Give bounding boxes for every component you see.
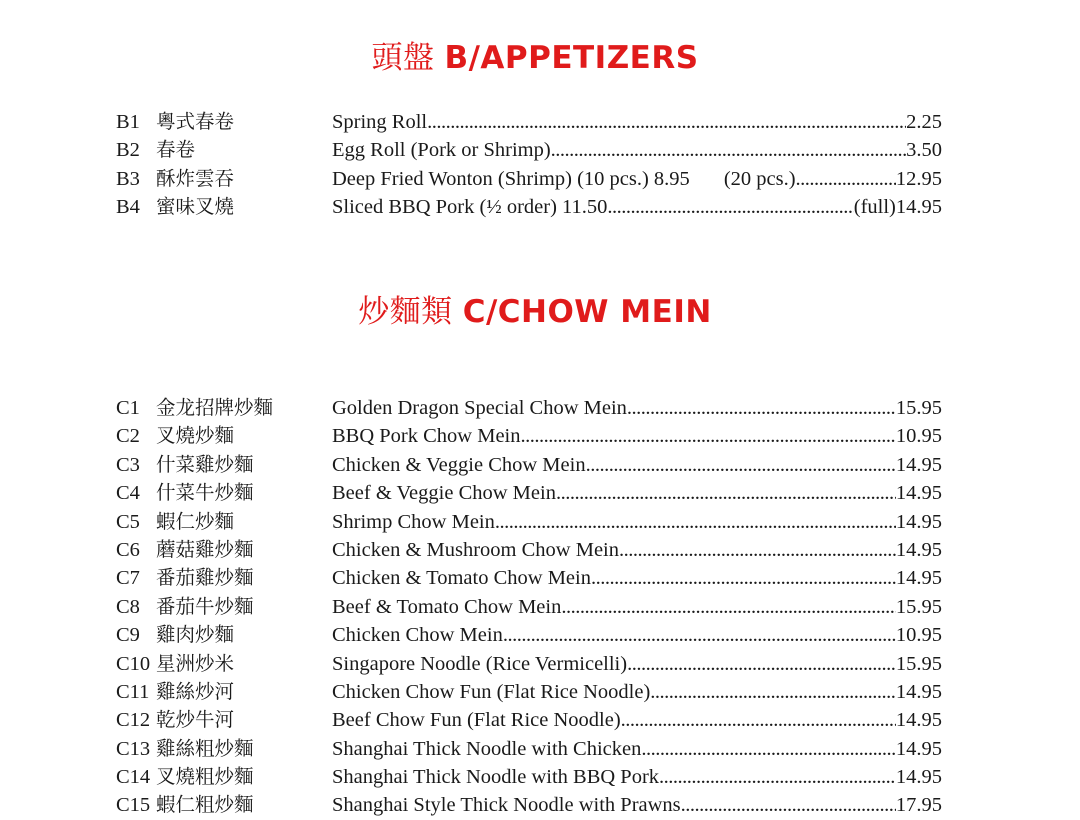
leader-dots xyxy=(521,422,896,450)
leader-dots xyxy=(556,479,896,507)
item-line xyxy=(332,422,942,450)
leader-dots xyxy=(621,706,896,734)
leader-dots xyxy=(591,564,896,592)
item-name-en: Chicken Chow Fun (Flat Rice Noodle) xyxy=(332,680,651,703)
item-name-en: Chicken & Tomato Chow Mein xyxy=(332,567,591,590)
item-code: B4 xyxy=(116,196,140,219)
item-name-en: Chicken & Mushroom Chow Mein xyxy=(332,538,619,561)
appetizers-list xyxy=(116,108,942,222)
item-name-en: Shanghai Thick Noodle with Chicken xyxy=(332,737,642,760)
item-price: 14.95 xyxy=(895,709,942,732)
menu-item-c2 xyxy=(116,422,942,450)
item-code: C4 xyxy=(116,482,140,505)
item-price: 14.95 xyxy=(895,453,942,476)
menu-item-c9 xyxy=(116,621,942,649)
menu-item-c5 xyxy=(116,508,942,536)
item-code: C5 xyxy=(116,510,140,533)
item-name-zh: 什菜牛炒麵 xyxy=(156,481,254,505)
leader-dots xyxy=(627,394,896,422)
item-name-zh: 雞絲炒河 xyxy=(156,679,235,703)
item-name-en: Chicken & Veggie Chow Mein xyxy=(332,453,586,476)
item-line xyxy=(332,193,942,221)
item-code: B1 xyxy=(116,111,140,133)
item-name-zh: 金龙招牌炒麵 xyxy=(156,396,274,419)
item-price: 15.95 xyxy=(895,652,942,675)
item-name-en: Beef & Veggie Chow Mein xyxy=(332,482,556,505)
item-name-en: Beef Chow Fun (Flat Rice Noodle) xyxy=(332,709,621,732)
item-code: C9 xyxy=(116,624,140,647)
item-price: 14.95 xyxy=(895,766,942,789)
item-code: C6 xyxy=(116,538,140,561)
item-code: C2 xyxy=(116,425,140,448)
item-code: C3 xyxy=(116,453,140,476)
item-price: 2.25 xyxy=(906,111,942,133)
item-price: 14.95 xyxy=(895,482,942,505)
menu-item-c11 xyxy=(116,678,942,706)
menu-item-c12 xyxy=(116,706,942,734)
item-price: 15.95 xyxy=(895,397,942,419)
item-name-en: Beef & Tomato Chow Mein xyxy=(332,595,562,618)
section-title-en: B/APPETIZERS xyxy=(444,40,699,76)
leader-dots xyxy=(650,678,896,706)
item-name-zh: 什菜雞炒麵 xyxy=(156,452,254,476)
item-code: C11 xyxy=(116,680,150,703)
item-name-en: Sliced BBQ Pork (½ order) 11.50 xyxy=(332,196,608,219)
item-name-en: BBQ Pork Chow Mein xyxy=(332,425,521,448)
item-line xyxy=(332,479,942,507)
item-line xyxy=(332,791,942,819)
item-price: 14.95 xyxy=(895,510,942,533)
menu-item-b4 xyxy=(116,193,942,221)
menu-item-b2 xyxy=(116,136,942,164)
leader-dots xyxy=(681,791,896,819)
item-line xyxy=(332,621,942,649)
item-code: C1 xyxy=(116,397,140,419)
item-name-zh: 叉燒粗炒麵 xyxy=(156,765,254,789)
menu-item-c15 xyxy=(116,791,942,819)
leader-dots xyxy=(619,536,896,564)
leader-dots xyxy=(561,593,896,621)
leader-dots xyxy=(659,763,896,791)
item-price: 14.95 xyxy=(895,567,942,590)
menu-item-c6 xyxy=(116,536,942,564)
item-price: 14.95 xyxy=(895,538,942,561)
item-name-zh: 星洲炒米 xyxy=(156,651,235,675)
item-name-en: Shanghai Thick Noodle with BBQ Pork xyxy=(332,766,660,789)
item-line xyxy=(332,650,942,678)
item-name-zh: 粵式春卷 xyxy=(156,110,235,133)
item-name-zh: 雞肉炒麵 xyxy=(156,623,235,647)
menu-item-c1 xyxy=(116,394,942,422)
item-line xyxy=(332,593,942,621)
item-price: 14.95 xyxy=(895,737,942,760)
item-name-zh: 酥炸雲吞 xyxy=(156,166,235,190)
menu-item-c3 xyxy=(116,451,942,479)
item-name-zh: 蜜味叉燒 xyxy=(156,195,235,219)
item-line xyxy=(332,394,942,422)
item-line xyxy=(332,508,942,536)
item-name-zh: 番茄牛炒麵 xyxy=(156,594,254,618)
leader-dots xyxy=(495,508,896,536)
item-name-zh: 雞絲粗炒麵 xyxy=(156,736,254,760)
menu-item-c14 xyxy=(116,763,942,791)
leader-dots xyxy=(586,451,896,479)
item-line xyxy=(332,706,942,734)
item-name-zh: 春卷 xyxy=(156,138,196,162)
item-code: C13 xyxy=(116,737,151,760)
leader-dots xyxy=(427,108,906,136)
leader-dots xyxy=(641,735,896,763)
menu-item-b1 xyxy=(116,108,942,136)
item-code: C12 xyxy=(116,709,151,732)
section-title-zh: 炒麵類 xyxy=(358,294,453,330)
menu-item-c7 xyxy=(116,564,942,592)
item-line xyxy=(332,165,942,193)
item-price: 3.50 xyxy=(906,139,942,162)
item-line xyxy=(332,136,942,164)
item-price: 15.95 xyxy=(895,595,942,618)
item-name-en: Golden Dragon Special Chow Mein xyxy=(332,397,627,419)
item-price: 12.95 xyxy=(895,167,942,190)
item-price: 17.95 xyxy=(895,794,942,817)
item-line xyxy=(332,536,942,564)
section-title-chow-mein xyxy=(0,286,1070,331)
item-code: B2 xyxy=(116,139,140,162)
item-name-en: Deep Fried Wonton (Shrimp) (10 pcs.) 8.95 xyxy=(332,167,690,190)
menu-item-b3 xyxy=(116,165,942,193)
leader-dots xyxy=(503,621,896,649)
leader-dots xyxy=(551,136,906,164)
menu-item-c4 xyxy=(116,479,942,507)
section-title-appetizers xyxy=(0,32,1070,77)
item-code: B3 xyxy=(116,167,140,190)
item-name-en: Shrimp Chow Mein xyxy=(332,510,495,533)
item-price: 14.95 xyxy=(895,680,942,703)
leader-dots xyxy=(627,650,896,678)
chow-mein-list xyxy=(116,394,942,820)
item-code: C7 xyxy=(116,567,140,590)
item-price: (full)14.95 xyxy=(853,196,942,219)
item-name-zh: 番茄雞炒麵 xyxy=(156,566,254,590)
leader-dots xyxy=(796,165,896,193)
item-name-zh: 乾炒牛河 xyxy=(156,708,235,732)
item-name-zh: 叉燒炒麵 xyxy=(156,424,235,448)
item-line xyxy=(332,763,942,791)
item-line xyxy=(332,451,942,479)
item-name-en: Shanghai Style Thick Noodle with Prawns xyxy=(332,794,681,817)
menu-item-c8 xyxy=(116,593,942,621)
item-code: C14 xyxy=(116,766,151,789)
item-line xyxy=(332,678,942,706)
item-code: C15 xyxy=(116,794,151,817)
item-name-en: Spring Roll xyxy=(332,111,428,133)
item-code: C10 xyxy=(116,652,151,675)
item-code: C8 xyxy=(116,595,140,618)
item-price: 10.95 xyxy=(895,425,942,448)
item-name-zh: 蘑菇雞炒麵 xyxy=(156,537,254,561)
item-line xyxy=(332,735,942,763)
item-name-en: Singapore Noodle (Rice Vermicelli) xyxy=(332,652,628,675)
menu-item-c10 xyxy=(116,650,942,678)
item-mid-text: (20 pcs.) xyxy=(723,167,796,190)
item-line xyxy=(332,564,942,592)
menu-item-c13 xyxy=(116,735,942,763)
section-title-zh: 頭盤 xyxy=(371,40,435,76)
item-name-zh: 蝦仁粗炒麵 xyxy=(156,793,254,817)
item-price: 10.95 xyxy=(895,624,942,647)
section-title-en: C/CHOW MEIN xyxy=(462,294,712,330)
item-name-en: Egg Roll (Pork or Shrimp) xyxy=(332,139,551,162)
item-name-en: Chicken Chow Mein xyxy=(332,624,503,647)
item-name-zh: 蝦仁炒麵 xyxy=(156,509,235,533)
leader-dots xyxy=(607,193,853,221)
item-line xyxy=(332,108,942,136)
